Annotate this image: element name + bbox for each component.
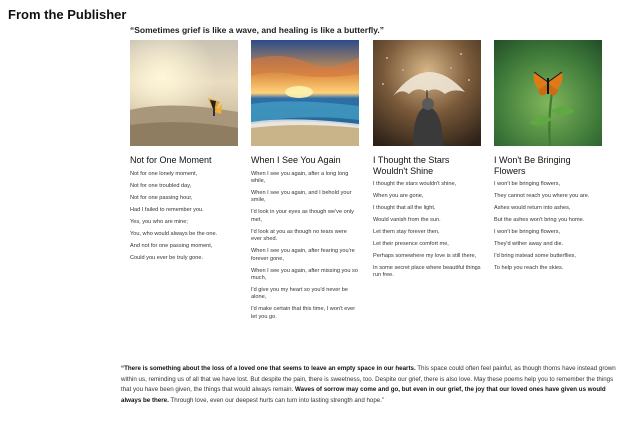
- footer-text-1: This space could often feel painful, as though thorns have instead grown within us, reminding us of all that we have lost. But despite the pain, there is sweetness, too. Despite our grief, there is also love. May these poems help you to remember the things that you have been given, the things that would always remain.: [121, 365, 616, 394]
- footer-bold-1: “There is something about the loss of a loved one that seems to leave an empty space in our hearts.: [121, 365, 416, 372]
- poem-line: When I see you again, after missing you so much,: [251, 267, 358, 281]
- poem-lines: [373, 181, 481, 280]
- poem-title: I Thought the Stars Wouldn't Shine: [373, 155, 450, 176]
- poem-line: When I see you again, after fearing you're forever gone,: [251, 248, 355, 262]
- poem-column-2: [251, 40, 359, 326]
- poem-line: I won't be bringing flowers,: [494, 181, 561, 187]
- poem-line: I'd give you my heart so you'd never be alone,: [251, 286, 348, 301]
- footer-text-2: Through love, even our deepest hurts can turn into lasting strength and hope.”: [168, 396, 385, 404]
- poem-line: To help you reach the skies.: [494, 265, 564, 271]
- poem-line: I'd look in your eyes as though we've only met,: [251, 209, 354, 223]
- poem-line: But the ashes won't bring you home.: [494, 217, 585, 223]
- poem-line: Not for one lonely moment,: [130, 170, 198, 177]
- poem-line: Had I failed to remember you.: [130, 206, 204, 213]
- umbrella-in-rain-image: [373, 40, 481, 146]
- poem-line: Could you ever be truly gone.: [130, 254, 204, 261]
- poem-line: Let them stay forever then,: [373, 229, 440, 235]
- poem-line: When I see you again, after a long long while,: [251, 170, 349, 184]
- poem-line: I'd bring instead some butterflies,: [494, 253, 576, 259]
- poem-title: Not for One Moment: [130, 155, 212, 165]
- poem-column-1: [130, 40, 238, 267]
- header-quote: “Sometimes grief is like a wave, and healing is like a butterfly.”: [130, 25, 384, 35]
- poem-line: In some secret place where beautiful things run free.: [373, 265, 481, 279]
- butterfly-on-sand-image: [130, 40, 238, 146]
- poem-line: Not for one passing hour,: [130, 194, 193, 201]
- poem-line: They'd wither away and die.: [494, 241, 564, 247]
- poem-line: I thought the stars wouldn't shine,: [373, 181, 457, 187]
- poem-line: I won't be bringing flowers,: [494, 229, 561, 235]
- poem-line: I'd look at you as though no tears were ever shed.: [251, 228, 347, 243]
- poem-line: Perhaps somewhere my love is still there,: [373, 253, 477, 259]
- monarch-butterfly-image: [494, 40, 602, 146]
- poem-lines: [494, 181, 602, 272]
- publisher-description: [121, 364, 618, 406]
- poem-title: When I See You Again: [251, 155, 341, 165]
- poem-line: Ashes would return into ashes,: [494, 205, 571, 211]
- poem-lines: [251, 171, 359, 322]
- poem-line: Yes, you who are mine;: [130, 218, 188, 225]
- poem-line: I thought that all the light,: [373, 205, 436, 211]
- section-title: From the Publisher: [8, 7, 127, 22]
- poem-line: When you are gone,: [373, 193, 424, 199]
- poem-line: Let their presence comfort me,: [373, 241, 449, 247]
- poem-lines: [130, 171, 238, 262]
- poem-line: I'd make certain that this time, I won't ever let you go.: [251, 306, 356, 320]
- poem-line: They cannot reach you where you are.: [494, 193, 590, 199]
- poem-line: You, who would always be the one.: [130, 230, 218, 237]
- poem-line: Not for one troubled day,: [130, 182, 192, 189]
- poem-column-3: [373, 40, 481, 284]
- poem-line: Would vanish from the sun.: [373, 217, 441, 223]
- footer-bold-2: Waves of sorrow may come and go, but even in our grief, the joy that our loved ones have given us would always be there.: [121, 386, 606, 404]
- poem-title: I Won't Be Bringing Flowers: [494, 155, 571, 176]
- poem-column-4: [494, 40, 602, 277]
- ocean-sunset-image: [251, 40, 359, 146]
- poem-line: When I see you again, and I behold your smile,: [251, 189, 352, 204]
- poem-line: And not for one passing moment,: [130, 242, 213, 249]
